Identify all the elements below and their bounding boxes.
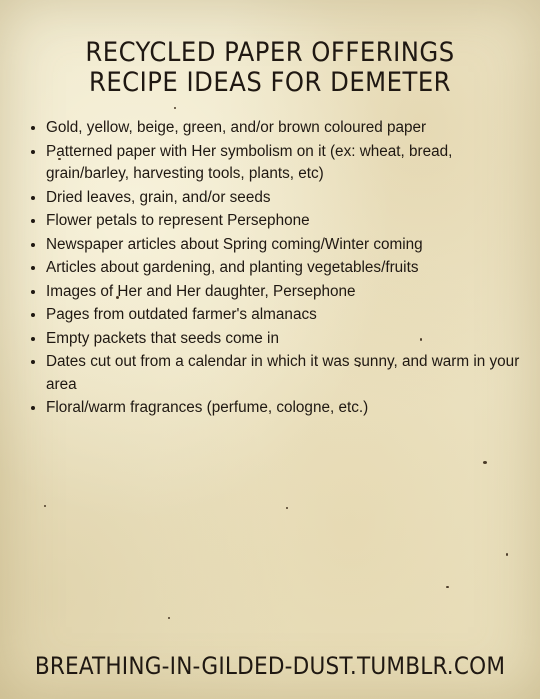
paper-fleck [168,617,170,619]
list-item: • Newspaper articles about Spring coming/Winter coming [46,233,532,257]
offering-list [26,116,532,420]
list-item: • Dried leaves, grain, and/or seeds [46,186,532,210]
paper-fleck [286,507,288,509]
paper-fleck [446,586,449,588]
list-item: • Gold, yellow, beige, green, and/or brown coloured paper [46,116,532,140]
title-line-1: RECYCLED PAPER OFFERINGS [85,37,455,68]
footer-url: BREATHING-IN-GILDED-DUST.TUMBLR.COM [34,652,506,680]
list-item: • Dates cut out from a calendar in which it was sunny, and warm in your area [46,350,532,396]
list-item: • Images of Her and Her daughter, Persephone [46,280,532,304]
paper-fleck [506,553,508,556]
page-title [0,38,540,98]
paper-fleck [483,461,487,464]
paper-fleck [174,107,176,109]
list-item: • Articles about gardening, and planting vegetables/fruits [46,256,532,280]
list-item: • Patterned paper with Her symbolism on it (ex: wheat, bread, grain/barley, harvesting tools, plants, etc) [46,140,532,186]
list-item: • Empty packets that seeds come in [46,327,532,351]
list-item: • Flower petals to represent Persephone [46,209,532,233]
title-line-2: RECIPE IDEAS FOR DEMETER [88,67,452,98]
list-item: • Pages from outdated farmer's almanacs [46,303,532,327]
list-item: • Floral/warm fragrances (perfume, cologne, etc.) [46,396,532,420]
paper-fleck [44,505,46,507]
